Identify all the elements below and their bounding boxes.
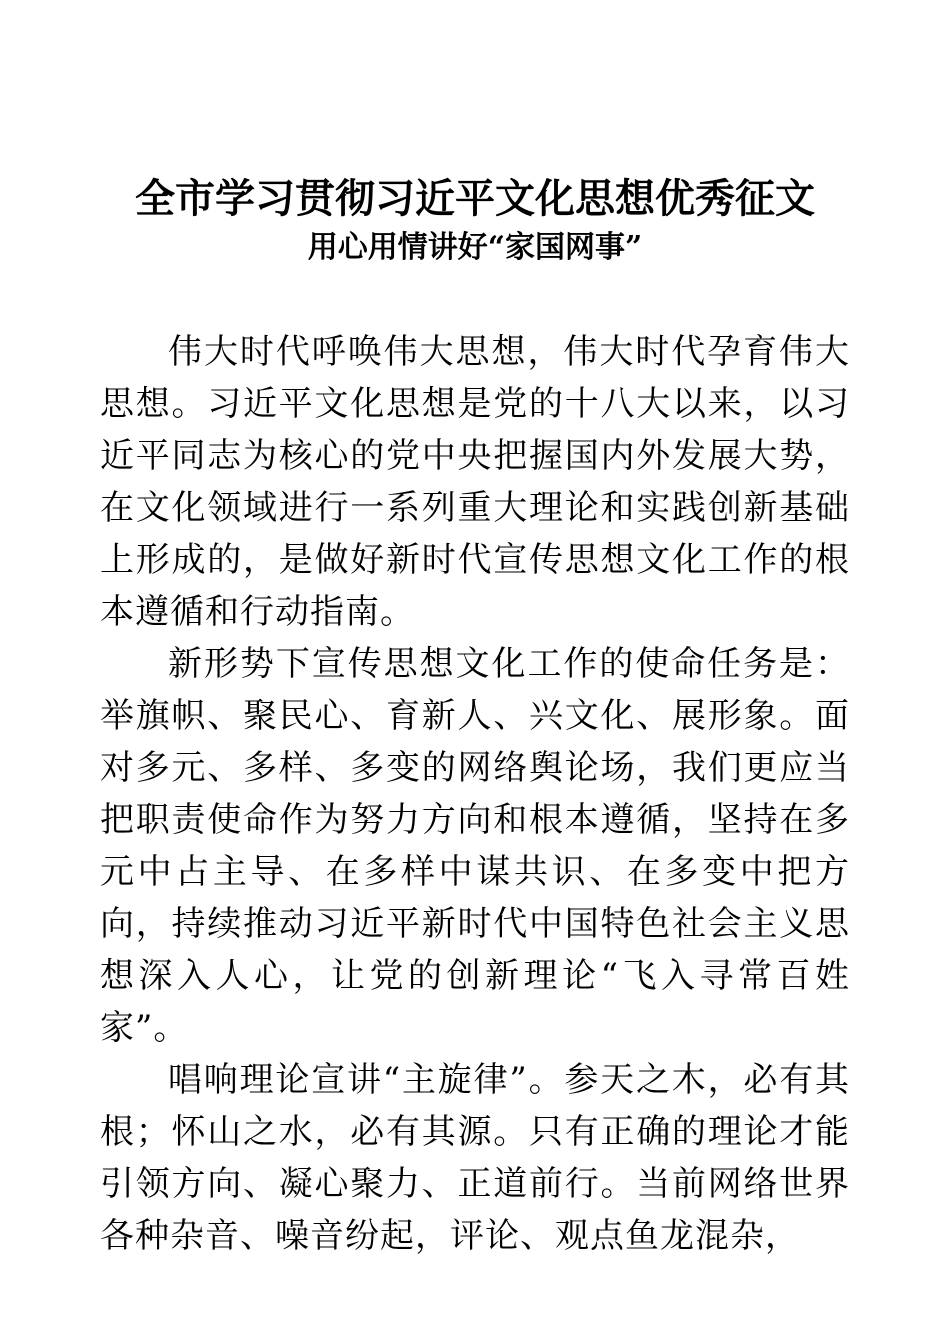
paragraph-2: 新形势下宣传思想文化工作的使命任务是：举旗帜、聚民心、育新人、兴文化、展形象。面对多元、多样、多变的网络舆论场，我们更应当把职责使命作为努力方向和根本遵循，坚持在多元中占主导、在多样中谋共识、在多变中把方向，持续推动习近平新时代中国特色社会主义思想深入人心，让党的创新理论“飞入寻常百姓家”。 — [100, 644, 850, 1048]
document-body — [100, 326, 850, 1262]
document-title: 全市学习贯彻习近平文化思想优秀征文 — [135, 175, 815, 222]
paragraph-1: 伟大时代呼唤伟大思想，伟大时代孕育伟大思想。习近平文化思想是党的十八大以来，以习近平同志为核心的党中央把握国内外发展大势，在文化领域进行一系列重大理论和实践创新基础上形成的，是做好新时代宣传思想文化工作的根本遵循和行动指南。 — [100, 332, 850, 632]
paragraph-3: 唱响理论宣讲“主旋律”。参天之木，必有其根；怀山之水，必有其源。只有正确的理论才能引领方向、凝心聚力、正道前行。当前网络世界各种杂音、噪音纷起，评论、观点鱼龙混杂， — [100, 1060, 850, 1256]
document-subtitle: 用心用情讲好“家国网事” — [307, 230, 643, 265]
